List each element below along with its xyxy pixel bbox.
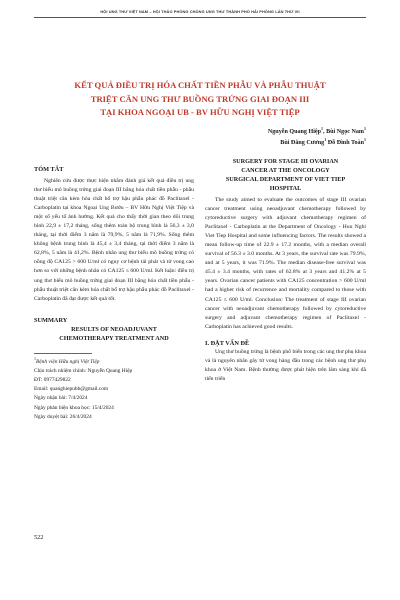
author-name: Nguyễn Quang Hiệp xyxy=(267,129,322,135)
english-title-line-3: SURGERY FOR STAGE III OVARIAN xyxy=(232,158,339,165)
title-line-1: KẾT QUẢ ĐIỀU TRỊ HÓA CHẤT TIỀN PHẪU VÀ PHẪU THUẬT xyxy=(74,80,326,90)
author-affiliation-mark: 1 xyxy=(364,125,366,131)
author-name: , Bùi Ngọc Nam xyxy=(323,129,364,135)
author-list xyxy=(268,127,366,148)
english-title-line-5: SURGICAL DEPARTMENT OF VIET TIEP xyxy=(225,176,346,183)
page-number: 522 xyxy=(34,534,44,541)
author-affiliation-mark: 1 xyxy=(364,136,366,142)
author-affiliation-mark: 1 xyxy=(321,125,324,131)
abstract-text-en: The study aimed to evaluate the outcomes of stage III ovarian cancer treatment using neoadjuvant chemotherapy followed by cytoreductive surgery with adjuvant chemotherapy regimen of Paclitaxel - Carboplatin at the Department of Oncology - Huu Nghi Viet Tiep Hospital and some influencing factors. The results showed a mean follow-up time of 22.9 ± 17.2 months, with a median overall survival of 56.3 ± 3.0 months. At 3 years, the survival rate was 79.9%, and at 5 years, it was 71.9%. The median disease-free survival was 45.4 ± 3.4 months, with rates of 62.8% at 3 years and 41.2% at 5 years. Ovarian cancer patients with CA125 concentration > 600 U/ml had a higher risk of recurrence and mortality compared to those with CA125 ≤ 600 U/ml. Conclusion: The treatment of stage III ovarian cancer with neoadjuvant chemotherapy followed by cytoreductive surgery and adjuvant chemotherapy regimen of Paclitaxel - Carboplatin has achieved good results. xyxy=(205,197,366,330)
author-name: Bùi Đăng Cương xyxy=(280,139,325,146)
section-text-introduction: Ung thư buồng trứng là bệnh phổ biến trong các ung thư phụ khoa và là nguyên nhân gây tử vong hàng đầu trong các bệnh ung thư phụ khoa ở Việt Nam. Bệnh thường được phát hiện trên lâm sàng khi đã tiến triển xyxy=(205,348,366,382)
english-title-line-2: CHEMOTHERAPY TREATMENT AND xyxy=(59,334,169,342)
summary-text-vi: Nghiên cứu được thực hiện nhằm đánh giá kết quả điều trị ung thư biểu mô buồng trứng giai đoạn III bằng hóa chất tiền phẫu - phẫu thuật triệt căn kèm hóa chất bổ trợ hậu phẫu phác đồ Paclitaxel - Carboplatin tại khoa Ngoại Ung Bướu – BV Hữu Nghị Việt Tiệp và một số yếu tố ảnh hưởng. Kết quả cho thấy thời gian theo dõi trung bình 22,9 ± 17,2 tháng, sống thêm toàn bộ trung bình là 56,3 ± 3,0 tháng, tại thời điểm 3 năm là 79,9%, 5 năm là 71,9%. Sống thêm không bệnh trung bình là 45,4 ± 3,4 tháng, tại thời điểm 3 năm là 62,8%, 5 năm là 41,2%. Bệnh nhân ung thư biểu mô buồng trứng có nồng độ CA125 > 600 U/ml có nguy cơ bệnh tái phát và tử vong cao hơn so với những bệnh nhân có CA125 ≤ 600 U/ml. Kết luận: điều trị ung thư biểu mô buồng trứng giai đoạn III bằng hóa chất tiền phẫu - phẫu thuật triệt căn kèm hóa chất bổ trợ hậu phẫu phác đồ Paclitaxel - Carboplatin đã đạt được kết quả tốt. xyxy=(34,178,194,302)
footnote-affiliation xyxy=(34,355,194,367)
author-affiliation-mark: 1 xyxy=(324,136,327,142)
article-title xyxy=(40,79,360,120)
footnote-received: Ngày nhận bài: 7/4/2024 xyxy=(34,395,88,402)
title-line-2: TRIỆT CĂN UNG THƯ BUỒNG TRỨNG GIAI ĐOẠN III xyxy=(90,93,310,104)
author-name: Đỗ Đình Toàn xyxy=(326,139,364,146)
footnote-accepted: Ngày duyệt bài: 26/4/2024 xyxy=(34,413,92,420)
footnote-rule xyxy=(34,353,92,354)
summary-heading-en: SUMMARY xyxy=(34,316,68,324)
right-column xyxy=(205,155,366,384)
affiliation-mark: 1 xyxy=(34,355,36,361)
author-line-1 xyxy=(268,127,366,138)
author-line-2 xyxy=(268,138,366,149)
section-heading-introduction: I. ĐẶT VẤN ĐỀ xyxy=(205,339,250,347)
footnote-reviewed: Ngày phản biện khoa học: 15/4/2024 xyxy=(34,404,114,411)
english-title-continued xyxy=(205,157,366,193)
affiliation-name: Bệnh viện Hữu nghị Việt Tiệp xyxy=(36,358,100,365)
english-title-line-1: RESULTS OF NEOADJUVANT xyxy=(71,325,157,333)
english-title-line-4: CANCER AT THE ONCOLOGY xyxy=(241,167,330,174)
english-title-line-6: HOSPITAL xyxy=(269,185,302,192)
footnote-email: Email: quanghiepubb@gmail.com xyxy=(34,386,109,393)
footnote-phone: ĐT: 0977429822 xyxy=(34,377,71,384)
summary-heading-vi: TÓM TẮT xyxy=(34,166,64,173)
running-header: HỘI UNG THƯ VIỆT NAM – HỘI THẢO PHÒNG CHỐNG UNG THƯ THÀNH PHỐ HẢI PHÒNG LẦN THỨ VII xyxy=(100,9,300,14)
footnote-responsible: Chịu trách nhiệm chính: Nguyễn Quang Hiệp xyxy=(34,367,133,374)
header-rule xyxy=(34,17,366,18)
footnote xyxy=(34,355,194,422)
title-line-3: TẠI KHOA NGOẠI UB - BV HỮU NGHỊ VIỆT TIỆP xyxy=(100,107,300,117)
left-column xyxy=(34,155,194,422)
